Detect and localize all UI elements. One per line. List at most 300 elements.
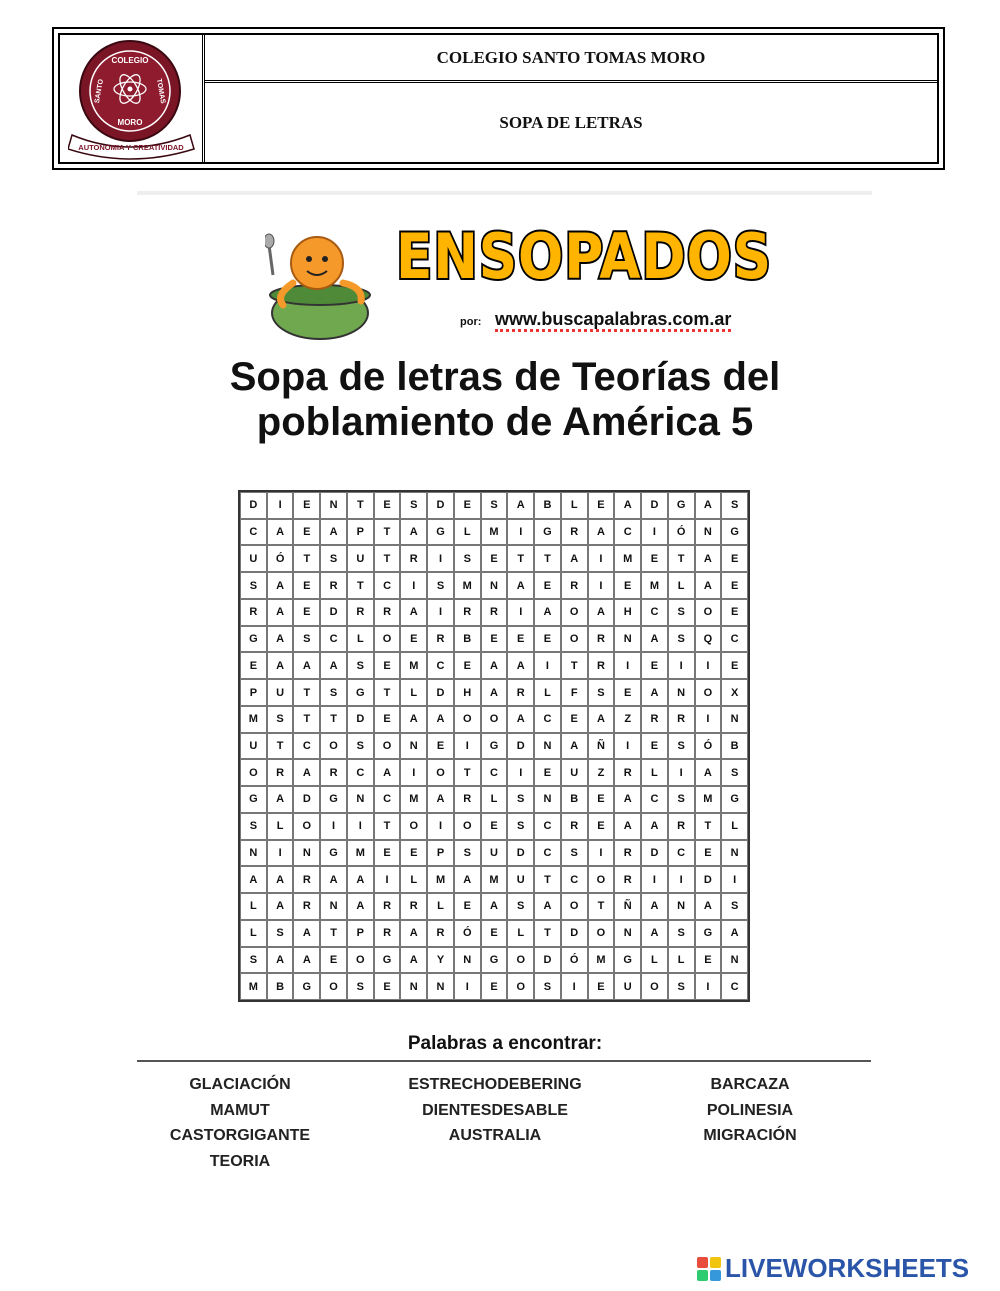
grid-letter[interactable]: E (481, 626, 508, 653)
grid-letter[interactable]: O (374, 733, 401, 760)
grid-letter[interactable]: G (240, 786, 267, 813)
grid-letter[interactable]: A (614, 492, 641, 519)
grid-letter[interactable]: E (507, 626, 534, 653)
grid-letter[interactable]: C (347, 759, 374, 786)
grid-letter[interactable]: S (507, 813, 534, 840)
grid-letter[interactable]: N (320, 893, 347, 920)
grid-letter[interactable]: S (588, 679, 615, 706)
grid-letter[interactable]: E (534, 572, 561, 599)
grid-letter[interactable]: S (320, 679, 347, 706)
grid-letter[interactable]: P (427, 840, 454, 867)
grid-letter[interactable]: N (454, 947, 481, 974)
grid-letter[interactable]: A (507, 706, 534, 733)
grid-letter[interactable]: S (507, 893, 534, 920)
grid-letter[interactable]: C (561, 866, 588, 893)
grid-letter[interactable]: D (320, 599, 347, 626)
grid-letter[interactable]: L (534, 679, 561, 706)
grid-letter[interactable]: I (561, 973, 588, 1000)
grid-letter[interactable]: R (614, 866, 641, 893)
grid-letter[interactable]: E (695, 947, 722, 974)
grid-letter[interactable]: S (347, 973, 374, 1000)
grid-letter[interactable]: T (534, 545, 561, 572)
grid-letter[interactable]: M (454, 572, 481, 599)
grid-letter[interactable]: R (347, 599, 374, 626)
grid-letter[interactable]: A (320, 866, 347, 893)
grid-letter[interactable]: G (481, 733, 508, 760)
grid-letter[interactable]: I (507, 599, 534, 626)
grid-letter[interactable]: O (454, 813, 481, 840)
grid-letter[interactable]: E (454, 652, 481, 679)
grid-letter[interactable]: T (320, 920, 347, 947)
grid-letter[interactable]: S (668, 626, 695, 653)
grid-letter[interactable]: A (267, 893, 294, 920)
grid-letter[interactable]: M (427, 866, 454, 893)
grid-letter[interactable]: P (347, 519, 374, 546)
grid-letter[interactable]: G (293, 973, 320, 1000)
grid-letter[interactable]: A (240, 866, 267, 893)
grid-letter[interactable]: R (320, 572, 347, 599)
grid-letter[interactable]: E (320, 947, 347, 974)
grid-letter[interactable]: C (320, 626, 347, 653)
grid-letter[interactable]: A (561, 733, 588, 760)
grid-letter[interactable]: D (695, 866, 722, 893)
grid-letter[interactable]: O (374, 626, 401, 653)
grid-letter[interactable]: I (454, 973, 481, 1000)
grid-letter[interactable]: A (588, 599, 615, 626)
grid-letter[interactable]: G (320, 840, 347, 867)
grid-letter[interactable]: A (695, 492, 722, 519)
grid-letter[interactable]: C (641, 599, 668, 626)
grid-letter[interactable]: B (561, 786, 588, 813)
grid-letter[interactable]: Z (614, 706, 641, 733)
grid-letter[interactable]: I (641, 866, 668, 893)
grid-letter[interactable]: L (400, 679, 427, 706)
grid-letter[interactable]: T (267, 733, 294, 760)
grid-letter[interactable]: S (668, 733, 695, 760)
grid-letter[interactable]: R (427, 626, 454, 653)
grid-letter[interactable]: A (507, 652, 534, 679)
grid-letter[interactable]: R (614, 759, 641, 786)
grid-letter[interactable]: O (293, 813, 320, 840)
grid-letter[interactable]: R (507, 679, 534, 706)
grid-letter[interactable]: N (400, 973, 427, 1000)
grid-letter[interactable]: T (293, 545, 320, 572)
grid-letter[interactable]: A (507, 492, 534, 519)
grid-letter[interactable]: A (400, 920, 427, 947)
grid-letter[interactable]: R (641, 706, 668, 733)
grid-letter[interactable]: R (668, 813, 695, 840)
grid-letter[interactable]: X (721, 679, 748, 706)
grid-letter[interactable]: L (668, 947, 695, 974)
grid-letter[interactable]: B (534, 492, 561, 519)
grid-letter[interactable]: O (507, 947, 534, 974)
grid-letter[interactable]: G (695, 920, 722, 947)
grid-letter[interactable]: D (427, 679, 454, 706)
grid-letter[interactable]: I (507, 519, 534, 546)
grid-letter[interactable]: S (320, 545, 347, 572)
grid-letter[interactable]: L (561, 492, 588, 519)
grid-letter[interactable]: R (454, 599, 481, 626)
grid-letter[interactable]: L (721, 813, 748, 840)
grid-letter[interactable]: M (347, 840, 374, 867)
grid-letter[interactable]: Ó (668, 519, 695, 546)
grid-letter[interactable]: A (293, 652, 320, 679)
grid-letter[interactable]: I (454, 733, 481, 760)
grid-letter[interactable]: A (588, 706, 615, 733)
grid-letter[interactable]: G (721, 519, 748, 546)
grid-letter[interactable]: Ó (454, 920, 481, 947)
grid-letter[interactable]: T (374, 545, 401, 572)
grid-letter[interactable]: E (641, 652, 668, 679)
grid-letter[interactable]: E (534, 626, 561, 653)
grid-letter[interactable]: L (240, 920, 267, 947)
grid-letter[interactable]: G (427, 519, 454, 546)
grid-letter[interactable]: S (721, 759, 748, 786)
grid-letter[interactable]: S (400, 492, 427, 519)
grid-letter[interactable]: A (347, 893, 374, 920)
grid-letter[interactable]: D (641, 840, 668, 867)
grid-letter[interactable]: A (641, 813, 668, 840)
grid-letter[interactable]: E (374, 973, 401, 1000)
grid-letter[interactable]: N (240, 840, 267, 867)
grid-letter[interactable]: O (588, 866, 615, 893)
grid-letter[interactable]: Y (427, 947, 454, 974)
grid-letter[interactable]: L (641, 947, 668, 974)
grid-letter[interactable]: R (374, 599, 401, 626)
grid-letter[interactable]: E (240, 652, 267, 679)
grid-letter[interactable]: I (320, 813, 347, 840)
grid-letter[interactable]: Ó (267, 545, 294, 572)
grid-letter[interactable]: M (695, 786, 722, 813)
grid-letter[interactable]: I (695, 652, 722, 679)
grid-letter[interactable]: I (427, 813, 454, 840)
grid-letter[interactable]: G (534, 519, 561, 546)
grid-letter[interactable]: E (588, 973, 615, 1000)
grid-letter[interactable]: P (240, 679, 267, 706)
grid-letter[interactable]: A (267, 519, 294, 546)
grid-letter[interactable]: G (374, 947, 401, 974)
grid-letter[interactable]: T (347, 572, 374, 599)
grid-letter[interactable]: E (588, 786, 615, 813)
grid-letter[interactable]: M (400, 786, 427, 813)
grid-letter[interactable]: C (534, 813, 561, 840)
grid-letter[interactable]: R (561, 519, 588, 546)
grid-letter[interactable]: D (641, 492, 668, 519)
grid-letter[interactable]: A (267, 786, 294, 813)
grid-letter[interactable]: O (561, 626, 588, 653)
grid-letter[interactable]: E (588, 492, 615, 519)
grid-letter[interactable]: A (507, 572, 534, 599)
grid-letter[interactable]: I (400, 572, 427, 599)
grid-letter[interactable]: Ó (561, 947, 588, 974)
grid-letter[interactable]: E (561, 706, 588, 733)
grid-letter[interactable]: O (481, 706, 508, 733)
grid-letter[interactable]: N (400, 733, 427, 760)
grid-letter[interactable]: R (668, 706, 695, 733)
grid-letter[interactable]: A (534, 599, 561, 626)
grid-letter[interactable]: I (721, 866, 748, 893)
grid-letter[interactable]: A (588, 519, 615, 546)
grid-letter[interactable]: C (534, 706, 561, 733)
grid-letter[interactable]: N (721, 706, 748, 733)
grid-letter[interactable]: D (561, 920, 588, 947)
liveworksheets-logo[interactable] (697, 1253, 969, 1284)
grid-letter[interactable]: C (293, 733, 320, 760)
grid-letter[interactable]: L (427, 893, 454, 920)
grid-letter[interactable]: I (588, 572, 615, 599)
grid-letter[interactable]: I (641, 519, 668, 546)
grid-letter[interactable]: I (534, 652, 561, 679)
grid-letter[interactable]: I (614, 733, 641, 760)
grid-letter[interactable]: S (507, 786, 534, 813)
grid-letter[interactable]: C (374, 786, 401, 813)
grid-letter[interactable]: E (721, 572, 748, 599)
grid-letter[interactable]: S (240, 813, 267, 840)
grid-letter[interactable]: A (400, 706, 427, 733)
grid-letter[interactable]: E (427, 733, 454, 760)
grid-letter[interactable]: M (481, 866, 508, 893)
grid-letter[interactable]: Ñ (614, 893, 641, 920)
grid-letter[interactable]: T (374, 679, 401, 706)
grid-letter[interactable]: I (668, 652, 695, 679)
grid-letter[interactable]: T (347, 492, 374, 519)
grid-letter[interactable]: U (507, 866, 534, 893)
grid-letter[interactable]: M (481, 519, 508, 546)
grid-letter[interactable]: A (320, 652, 347, 679)
grid-letter[interactable]: E (374, 840, 401, 867)
grid-letter[interactable]: A (293, 920, 320, 947)
grid-letter[interactable]: A (534, 893, 561, 920)
grid-letter[interactable]: M (240, 706, 267, 733)
grid-letter[interactable]: A (267, 626, 294, 653)
grid-letter[interactable]: E (481, 920, 508, 947)
grid-letter[interactable]: I (614, 652, 641, 679)
grid-letter[interactable]: R (320, 759, 347, 786)
grid-letter[interactable]: N (614, 920, 641, 947)
grid-letter[interactable]: R (454, 786, 481, 813)
grid-letter[interactable]: I (374, 866, 401, 893)
grid-letter[interactable]: O (507, 973, 534, 1000)
grid-letter[interactable]: O (320, 973, 347, 1000)
grid-letter[interactable]: E (614, 679, 641, 706)
grid-letter[interactable]: A (561, 545, 588, 572)
grid-letter[interactable]: N (293, 840, 320, 867)
grid-letter[interactable]: A (454, 866, 481, 893)
grid-letter[interactable]: O (320, 733, 347, 760)
grid-letter[interactable]: O (561, 893, 588, 920)
grid-letter[interactable]: F (561, 679, 588, 706)
grid-letter[interactable]: E (641, 545, 668, 572)
grid-letter[interactable]: A (481, 652, 508, 679)
grid-letter[interactable]: L (481, 786, 508, 813)
grid-letter[interactable]: N (668, 679, 695, 706)
grid-letter[interactable]: I (695, 973, 722, 1000)
grid-letter[interactable]: R (588, 626, 615, 653)
grid-letter[interactable]: E (481, 973, 508, 1000)
grid-letter[interactable]: I (668, 866, 695, 893)
grid-letter[interactable]: S (454, 840, 481, 867)
grid-letter[interactable]: O (695, 599, 722, 626)
grid-letter[interactable]: G (721, 786, 748, 813)
grid-letter[interactable]: O (347, 947, 374, 974)
grid-letter[interactable]: T (588, 893, 615, 920)
grid-letter[interactable]: A (721, 920, 748, 947)
grid-letter[interactable]: L (400, 866, 427, 893)
grid-letter[interactable]: T (374, 519, 401, 546)
grid-letter[interactable]: A (267, 652, 294, 679)
grid-letter[interactable]: D (293, 786, 320, 813)
grid-letter[interactable]: E (481, 545, 508, 572)
grid-letter[interactable]: A (267, 599, 294, 626)
grid-letter[interactable]: A (320, 519, 347, 546)
grid-letter[interactable]: L (641, 759, 668, 786)
grid-letter[interactable]: O (561, 599, 588, 626)
grid-letter[interactable]: A (614, 786, 641, 813)
grid-letter[interactable]: E (400, 840, 427, 867)
grid-letter[interactable]: D (534, 947, 561, 974)
grid-letter[interactable]: N (320, 492, 347, 519)
grid-letter[interactable]: R (427, 920, 454, 947)
grid-letter[interactable]: C (641, 786, 668, 813)
grid-letter[interactable]: T (534, 866, 561, 893)
grid-letter[interactable]: E (695, 840, 722, 867)
grid-letter[interactable]: M (641, 572, 668, 599)
grid-letter[interactable]: T (507, 545, 534, 572)
grid-letter[interactable]: I (267, 492, 294, 519)
grid-letter[interactable]: N (614, 626, 641, 653)
grid-letter[interactable]: A (481, 679, 508, 706)
grid-letter[interactable]: O (588, 920, 615, 947)
grid-letter[interactable]: C (481, 759, 508, 786)
grid-letter[interactable]: I (588, 840, 615, 867)
grid-letter[interactable]: S (668, 786, 695, 813)
grid-letter[interactable]: I (267, 840, 294, 867)
grid-letter[interactable]: U (267, 679, 294, 706)
grid-letter[interactable]: O (695, 679, 722, 706)
grid-letter[interactable]: A (293, 947, 320, 974)
grid-letter[interactable]: A (347, 866, 374, 893)
grid-letter[interactable]: N (721, 947, 748, 974)
grid-letter[interactable]: S (427, 572, 454, 599)
grid-letter[interactable]: I (695, 706, 722, 733)
grid-letter[interactable]: E (614, 572, 641, 599)
grid-letter[interactable]: R (400, 893, 427, 920)
grid-letter[interactable]: M (240, 973, 267, 1000)
grid-letter[interactable]: I (400, 759, 427, 786)
grid-letter[interactable]: E (588, 813, 615, 840)
grid-letter[interactable]: C (668, 840, 695, 867)
grid-letter[interactable]: R (293, 893, 320, 920)
grid-letter[interactable]: E (293, 519, 320, 546)
grid-letter[interactable]: A (374, 759, 401, 786)
grid-letter[interactable]: Ñ (588, 733, 615, 760)
grid-letter[interactable]: N (347, 786, 374, 813)
grid-letter[interactable]: A (695, 572, 722, 599)
grid-letter[interactable]: A (267, 947, 294, 974)
grid-letter[interactable]: T (454, 759, 481, 786)
grid-letter[interactable]: U (614, 973, 641, 1000)
grid-letter[interactable]: N (695, 519, 722, 546)
grid-letter[interactable]: T (534, 920, 561, 947)
grid-letter[interactable]: S (668, 599, 695, 626)
grid-letter[interactable]: U (240, 733, 267, 760)
grid-letter[interactable]: E (454, 893, 481, 920)
grid-letter[interactable]: M (614, 545, 641, 572)
grid-letter[interactable]: D (507, 840, 534, 867)
grid-letter[interactable]: G (481, 947, 508, 974)
grid-letter[interactable]: S (293, 626, 320, 653)
grid-letter[interactable]: S (668, 920, 695, 947)
grid-letter[interactable]: G (668, 492, 695, 519)
grid-letter[interactable]: R (614, 840, 641, 867)
grid-letter[interactable]: R (400, 545, 427, 572)
grid-letter[interactable]: L (267, 813, 294, 840)
grid-letter[interactable]: E (374, 706, 401, 733)
grid-letter[interactable]: R (561, 572, 588, 599)
grid-letter[interactable]: R (293, 866, 320, 893)
grid-letter[interactable]: Z (588, 759, 615, 786)
grid-letter[interactable]: A (695, 545, 722, 572)
grid-letter[interactable]: E (721, 599, 748, 626)
grid-letter[interactable]: N (481, 572, 508, 599)
grid-letter[interactable]: E (400, 626, 427, 653)
grid-letter[interactable]: O (641, 973, 668, 1000)
grid-letter[interactable]: S (481, 492, 508, 519)
grid-letter[interactable]: S (721, 893, 748, 920)
grid-letter[interactable]: N (721, 840, 748, 867)
grid-letter[interactable]: T (293, 706, 320, 733)
grid-letter[interactable]: C (374, 572, 401, 599)
grid-letter[interactable]: E (454, 492, 481, 519)
grid-letter[interactable]: N (668, 893, 695, 920)
grid-letter[interactable]: C (721, 626, 748, 653)
grid-letter[interactable]: E (374, 492, 401, 519)
grid-letter[interactable]: R (481, 599, 508, 626)
grid-letter[interactable]: O (427, 759, 454, 786)
grid-letter[interactable]: O (400, 813, 427, 840)
grid-letter[interactable]: R (588, 652, 615, 679)
grid-letter[interactable]: G (614, 947, 641, 974)
grid-letter[interactable]: R (374, 920, 401, 947)
grid-letter[interactable]: Ó (695, 733, 722, 760)
grid-letter[interactable]: E (534, 759, 561, 786)
grid-letter[interactable]: U (347, 545, 374, 572)
grid-letter[interactable]: E (374, 652, 401, 679)
grid-letter[interactable]: B (454, 626, 481, 653)
grid-letter[interactable]: D (427, 492, 454, 519)
grid-letter[interactable]: T (695, 813, 722, 840)
grid-letter[interactable]: R (561, 813, 588, 840)
grid-letter[interactable]: S (240, 572, 267, 599)
grid-letter[interactable]: E (481, 813, 508, 840)
grid-letter[interactable]: I (427, 599, 454, 626)
grid-letter[interactable]: A (293, 759, 320, 786)
grid-letter[interactable]: A (695, 759, 722, 786)
grid-letter[interactable]: I (427, 545, 454, 572)
grid-letter[interactable]: S (454, 545, 481, 572)
grid-letter[interactable]: T (293, 679, 320, 706)
grid-letter[interactable]: R (267, 759, 294, 786)
grid-letter[interactable]: L (668, 572, 695, 599)
grid-letter[interactable]: M (400, 652, 427, 679)
grid-letter[interactable]: S (721, 492, 748, 519)
grid-letter[interactable]: A (641, 893, 668, 920)
grid-letter[interactable]: A (481, 893, 508, 920)
grid-letter[interactable]: U (561, 759, 588, 786)
grid-letter[interactable]: D (507, 733, 534, 760)
grid-letter[interactable]: A (427, 786, 454, 813)
grid-letter[interactable]: T (374, 813, 401, 840)
